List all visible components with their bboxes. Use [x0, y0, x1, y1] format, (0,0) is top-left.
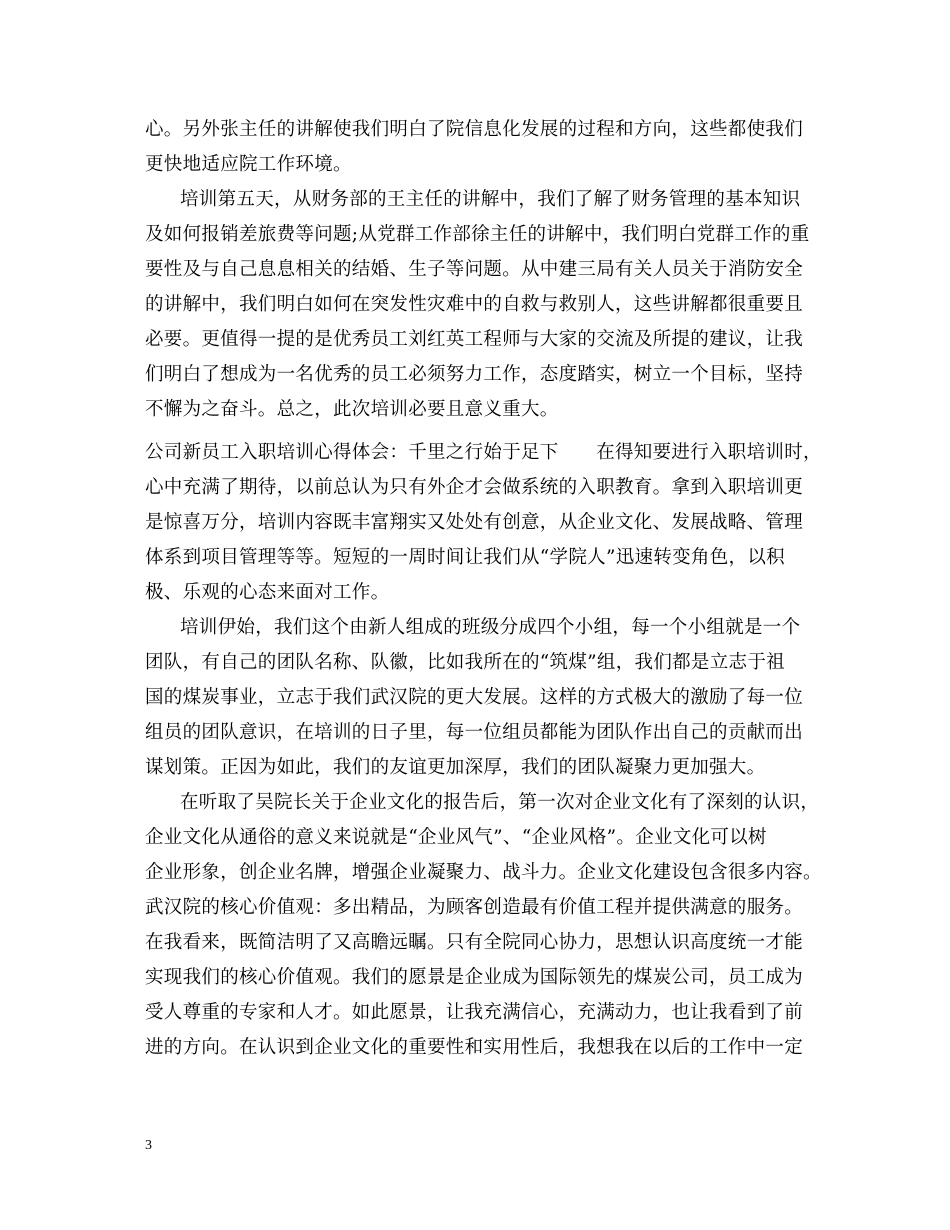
text-line: 的讲解中，我们明白如何在突发性灾难中的自救与救别人，这些讲解都很重要且	[145, 294, 804, 315]
text-line: 培训第五天，从财务部的王主任的讲解中，我们了解了财务管理的基本知识	[180, 189, 801, 210]
text-line: 更快地适应院工作环境。	[145, 154, 352, 175]
text-line: 组员的团队意识，在培训的日子里，每一位组员都能为团队作出自己的贡献而出	[145, 722, 804, 743]
text-line: 企业形象，创企业名牌，增强企业凝聚力、战斗力。企业文化建设包含很多内容。	[145, 862, 822, 883]
text-line: 必要。更值得一提的是优秀员工刘红英工程师与大家的交流及所提的建议，让我	[145, 329, 804, 350]
text-line: 培训伊始，我们这个由新人组成的班级分成四个小组，每一个小组就是一个	[180, 617, 801, 638]
text-line: 团队，有自己的团队名称、队徽，比如我所在的“筑煤”组，我们都是立志于祖	[145, 652, 785, 673]
text-line: 在我看来，既简洁明了又高瞻远瞩。只有全院同心协力，思想认识高度统一才能	[145, 932, 804, 953]
text-line: 武汉院的核心价值观：多出精品，为顾客创造最有价值工程并提供满意的服务。	[145, 897, 804, 918]
text-line: 受人尊重的专家和人才。如此愿景，让我充满信心，充满动力，也让我看到了前	[145, 1002, 804, 1023]
text-line: 要性及与自己息息相关的结婚、生子等问题。从中建三局有关人员关于消防安全	[145, 259, 804, 280]
text-line: 实现我们的核心价值观。我们的愿景是企业成为国际领先的煤炭公司，员工成为	[145, 967, 804, 988]
text-line: 在听取了吴院长关于企业文化的报告后，第一次对企业文化有了深刻的认识，	[180, 792, 820, 813]
text-line: 极、乐观的心态来面对工作。	[145, 582, 390, 603]
text-line: 们明白了想成为一名优秀的员工必须努力工作，态度踏实，树立一个目标，坚持	[145, 364, 804, 385]
text-line: 进的方向。在认识到企业文化的重要性和实用性后，我想我在以后的工作中一定	[145, 1037, 804, 1058]
text-line: 公司新员工入职培训心得体会：千里之行始于足下 在得知要进行入职培训时，	[145, 442, 822, 463]
text-line: 心中充满了期待，以前总认为只有外企才会做系统的入职教育。拿到入职培训更	[145, 477, 804, 498]
page-number: 3	[145, 1138, 152, 1153]
text-line: 及如何报销差旅费等问题;从党群工作部徐主任的讲解中，我们明白党群工作的重	[145, 224, 810, 245]
text-line: 体系到项目管理等等。短短的一周时间让我们从“学院人”迅速转变角色，以积	[145, 547, 785, 568]
text-line: 心。另外张主任的讲解使我们明白了院信息化发展的过程和方向，这些都使我们	[145, 119, 804, 140]
text-line: 国的煤炭事业，立志于我们武汉院的更大发展。这样的方式极大的激励了每一位	[145, 687, 804, 708]
text-line: 谋划策。正因为如此，我们的友谊更加深厚，我们的团队凝聚力更加强大。	[145, 757, 766, 778]
text-line: 企业文化从通俗的意义来说就是“企业风气”、“企业风格”。企业文化可以树	[145, 827, 767, 848]
text-line: 不懈为之奋斗。总之，此次培训必要且意义重大。	[145, 399, 559, 420]
text-line: 是惊喜万分，培训内容既丰富翔实又处处有创意，从企业文化、发展战略、管理	[145, 512, 804, 533]
